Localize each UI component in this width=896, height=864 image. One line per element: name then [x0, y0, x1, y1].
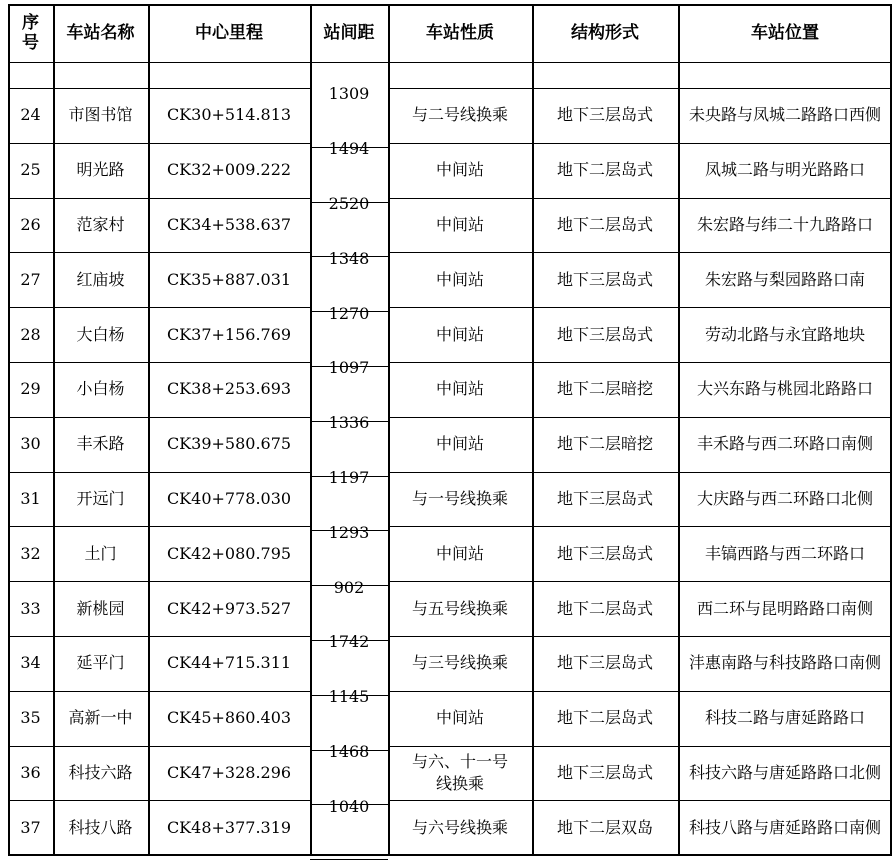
row-nature: 中间站 [435, 160, 484, 180]
row-mileage: CK48+377.319 [166, 817, 292, 837]
row-mileage: CK32+009.222 [166, 160, 292, 180]
row-nature: 与六、十一号线换乘 [411, 751, 508, 793]
distance-value: 1468 [328, 741, 370, 761]
row-seq: 37 [20, 817, 41, 837]
row-station-name: 小白杨 [76, 379, 125, 399]
row-nature: 与一号线换乘 [411, 488, 508, 508]
row-nature: 中间站 [435, 214, 484, 234]
row-nature: 中间站 [435, 379, 484, 399]
row-mileage: CK45+860.403 [166, 708, 292, 728]
row-mileage: CK40+778.030 [166, 488, 292, 508]
row-structure: 地下二层岛式 [556, 214, 653, 234]
distance-value: 1197 [328, 467, 370, 487]
row-station-name: 明光路 [76, 160, 125, 180]
row-station-name: 科技六路 [68, 762, 133, 782]
row-mileage: CK37+156.769 [166, 324, 292, 344]
row-location: 大庆路与西二环路口北侧 [696, 488, 873, 508]
row-nature: 与五号线换乘 [411, 598, 508, 618]
row-station-name: 范家村 [76, 214, 125, 234]
distance-value: 1040 [328, 796, 370, 816]
distance-divider [310, 859, 388, 860]
row-mileage: CK42+080.795 [166, 543, 292, 563]
distance-value: 1293 [328, 522, 370, 542]
row-location: 朱宏路与纬二十九路路口 [696, 214, 873, 234]
header-distance: 站间距 [323, 23, 375, 43]
row-nature: 中间站 [435, 708, 484, 728]
distance-value: 2520 [328, 193, 370, 213]
row-structure: 地下三层岛式 [556, 543, 653, 563]
row-location: 沣惠南路与科技路路口南侧 [688, 653, 881, 673]
header-nature: 车站性质 [426, 23, 494, 43]
row-structure: 地下二层岛式 [556, 708, 653, 728]
row-mileage: CK38+253.693 [166, 379, 292, 399]
row-mileage: CK39+580.675 [166, 434, 292, 454]
distance-value: 1336 [328, 413, 370, 433]
row-nature: 中间站 [435, 434, 484, 454]
header-bottom-border [8, 62, 892, 63]
row-location: 科技二路与唐延路路口 [704, 708, 865, 728]
row-seq: 24 [20, 105, 41, 125]
row-structure: 地下二层暗挖 [556, 379, 653, 399]
row-structure: 地下三层岛式 [556, 324, 653, 344]
station-table [8, 4, 892, 860]
row-mileage: CK44+715.311 [166, 653, 292, 673]
row-station-name: 红庙坡 [76, 269, 125, 289]
row-nature: 中间站 [435, 269, 484, 289]
row-mileage: CK30+514.813 [166, 105, 292, 125]
row-seq: 27 [20, 269, 41, 289]
distance-value: 1145 [328, 687, 370, 707]
row-mileage: CK42+973.527 [166, 598, 292, 618]
row-station-name: 科技八路 [68, 817, 133, 837]
row-structure: 地下三层岛式 [556, 105, 653, 125]
row-seq: 29 [20, 379, 41, 399]
row-location: 科技八路与唐延路路口南侧 [688, 817, 881, 837]
header-location: 车站位置 [751, 23, 819, 43]
row-seq: 25 [20, 160, 41, 180]
header-name: 车站名称 [66, 23, 135, 43]
row-mileage: CK35+887.031 [166, 269, 292, 289]
row-structure: 地下三层岛式 [556, 653, 653, 673]
row-seq: 30 [20, 434, 41, 454]
row-seq: 33 [20, 598, 41, 618]
row-station-name: 新桃园 [76, 598, 125, 618]
row-structure: 地下三层岛式 [556, 762, 653, 782]
distance-value: 902 [333, 577, 365, 597]
row-structure: 地下二层岛式 [556, 160, 653, 180]
row-structure: 地下二层双岛 [556, 817, 653, 837]
header-mileage: 中心里程 [195, 23, 263, 43]
row-location: 西二环与昆明路路口南侧 [696, 598, 873, 618]
row-seq: 28 [20, 324, 41, 344]
row-seq: 35 [20, 708, 41, 728]
row-location: 凤城二路与明光路路口 [704, 160, 865, 180]
row-nature: 与六号线换乘 [411, 817, 508, 837]
distance-value: 1494 [328, 139, 370, 159]
row-station-name: 开远门 [76, 488, 125, 508]
row-structure: 地下三层岛式 [556, 269, 653, 289]
row-location: 劳动北路与永宜路地块 [704, 324, 865, 344]
row-station-name: 土门 [84, 543, 117, 563]
row-location: 丰镐西路与西二环路口 [704, 543, 865, 563]
header-seq: 序号 [22, 13, 39, 53]
row-nature: 中间站 [435, 324, 484, 344]
row-location: 朱宏路与梨园路路口南 [704, 269, 865, 289]
distance-value: 1097 [328, 358, 370, 378]
distance-value: 1309 [328, 84, 370, 104]
distance-value: 1270 [328, 303, 370, 323]
row-mileage: CK47+328.296 [166, 762, 292, 782]
row-location: 科技六路与唐延路路口北侧 [688, 762, 881, 782]
row-seq: 34 [20, 653, 41, 673]
row-station-name: 大白杨 [76, 324, 125, 344]
row-structure: 地下二层岛式 [556, 598, 653, 618]
row-nature: 与二号线换乘 [411, 105, 508, 125]
row-location: 大兴东路与桃园北路路口 [696, 379, 873, 399]
row-location: 未央路与凤城二路路口西侧 [688, 105, 881, 125]
row-structure: 地下二层暗挖 [556, 434, 653, 454]
header-structure: 结构形式 [571, 23, 639, 43]
row-station-name: 高新一中 [68, 708, 133, 728]
row-station-name: 市图书馆 [68, 105, 133, 125]
row-seq: 26 [20, 214, 41, 234]
distance-value: 1348 [328, 248, 370, 268]
distance-value: 1742 [328, 632, 370, 652]
row-station-name: 延平门 [76, 653, 125, 673]
row-seq: 32 [20, 543, 41, 563]
row-seq: 31 [20, 488, 41, 508]
row-seq: 36 [20, 762, 41, 782]
row-nature: 与三号线换乘 [411, 653, 508, 673]
row-structure: 地下三层岛式 [556, 488, 653, 508]
row-location: 丰禾路与西二环路口南侧 [696, 434, 873, 454]
row-nature: 中间站 [435, 543, 484, 563]
row-mileage: CK34+538.637 [166, 214, 292, 234]
row-station-name: 丰禾路 [76, 434, 125, 454]
